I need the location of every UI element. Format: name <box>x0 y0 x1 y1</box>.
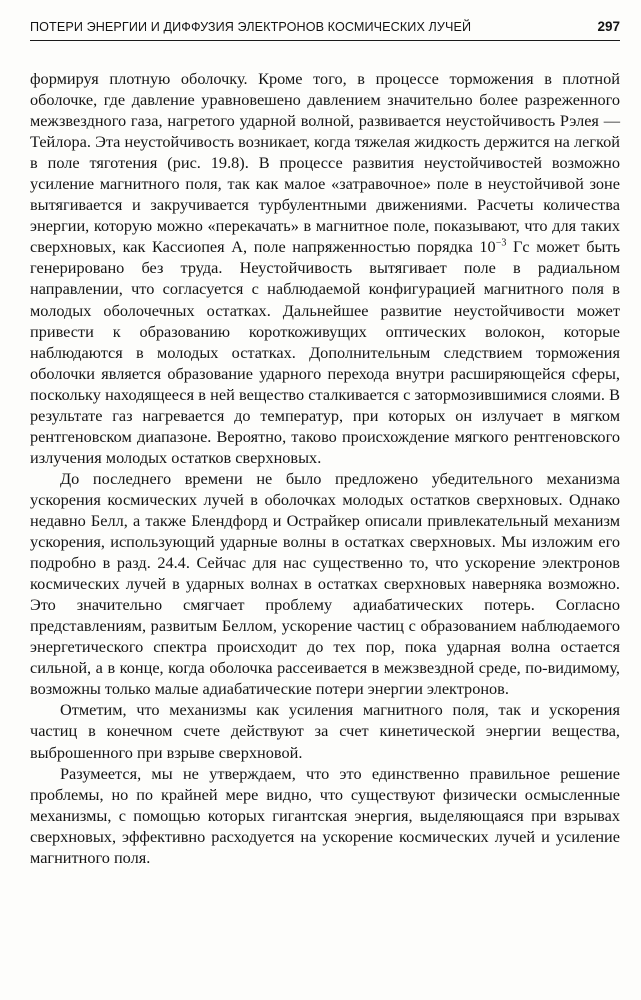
exponent: −3 <box>495 237 507 249</box>
paragraph-1 <box>30 68 620 468</box>
paragraph-1-text: формируя плотную оболочку. Кроме того, в процессе торможения в плотной оболочке, где давление уравновешено давлением значительно более разреженного межзвездного газа, нагретого ударной волной, развивается неустойчивость Рэлея — Тейлора. Эта неустойчивость возникает, когда тяжелая жидкость держится на легкой в поле тяготения (рис. 19.8). В процессе развития неустойчивостей возможно усиление магнитного поля, так как малое «затравочное» поле в неустойчивой зоне вытягивается и закручивается турбулентными движениями. Расчеты количества энергии, которую можно «перекачать» в магнитное поле, показывают, что для таких сверхновых, как Кассиопея А, поле напряженностью порядка 10 <box>30 69 620 257</box>
paragraph-3: Отметим, что механизмы как усиления магнитного поля, так и ускорения частиц в конечном счете действуют за счет кинетической энергии вещества, выброшенного при взрыве сверхновой. <box>30 700 620 762</box>
paragraph-2: До последнего времени не было предложено убедительного механизма ускорения космических лучей в оболочках молодых остатков сверхновых. Однако недавно Белл, а также Блендфорд и Острайкер описали привлекательный механизм ускорения, использующий ударные волны в остатках сверхновых. Мы изложим его подробно в разд. 24.4. Сейчас для нас существенно то, что ускорение электронов космических лучей в ударных волнах в остатках сверхновых наверняка возможно. Это значительно смягчает проблему адиабатических потерь. Согласно представлениям, развитым Беллом, ускорение частиц с образованием наблюдаемого энергетического спектра происходит до тех пор, пока ударная волна остается сильной, а в конце, когда оболочка рассеивается в межзвездной среде, по-видимому, возможны только малые адиабатические потери энергии электронов. <box>30 468 620 699</box>
running-header <box>30 18 620 41</box>
paragraph-1-text-continued: Гс может быть генерировано без труда. Неустойчивость вытягивает поле в радиальном направлении, что согласуется с наблюдаемой конфигурацией магнитного поля в молодых оболочечных остатках. Дальнейшее развитие неустойчивости может привести к образованию короткоживущих оптических волокон, которые наблюдаются в молодых остатках. Дополнительным следствием торможения оболочки является образование ударного перехода внутри расширяющейся сферы, поскольку находящееся в ней вещество сталкивается с затормозившимися слоями. В результате газ нагревается до температур, при которых он излучает в мягком рентгеновском диапазоне. Вероятно, таково происхождение мягкого рентгеновского излучения молодых остатков сверхновых. <box>30 237 620 467</box>
paragraph-4: Разумеется, мы не утверждаем, что это единственно правильное решение проблемы, но по крайней мере видно, что существуют физически осмысленные механизмы, с помощью которых гигантская энергия, выделяющаяся при взрывах сверхновых, эффективно расходуется на ускорение космических лучей и усиление магнитного поля. <box>30 763 620 867</box>
body-text <box>30 68 620 868</box>
page-number: 297 <box>597 19 620 34</box>
running-title: ПОТЕРИ ЭНЕРГИИ И ДИФФУЗИЯ ЭЛЕКТРОНОВ КОСМИЧЕСКИХ ЛУЧЕЙ <box>30 20 472 34</box>
